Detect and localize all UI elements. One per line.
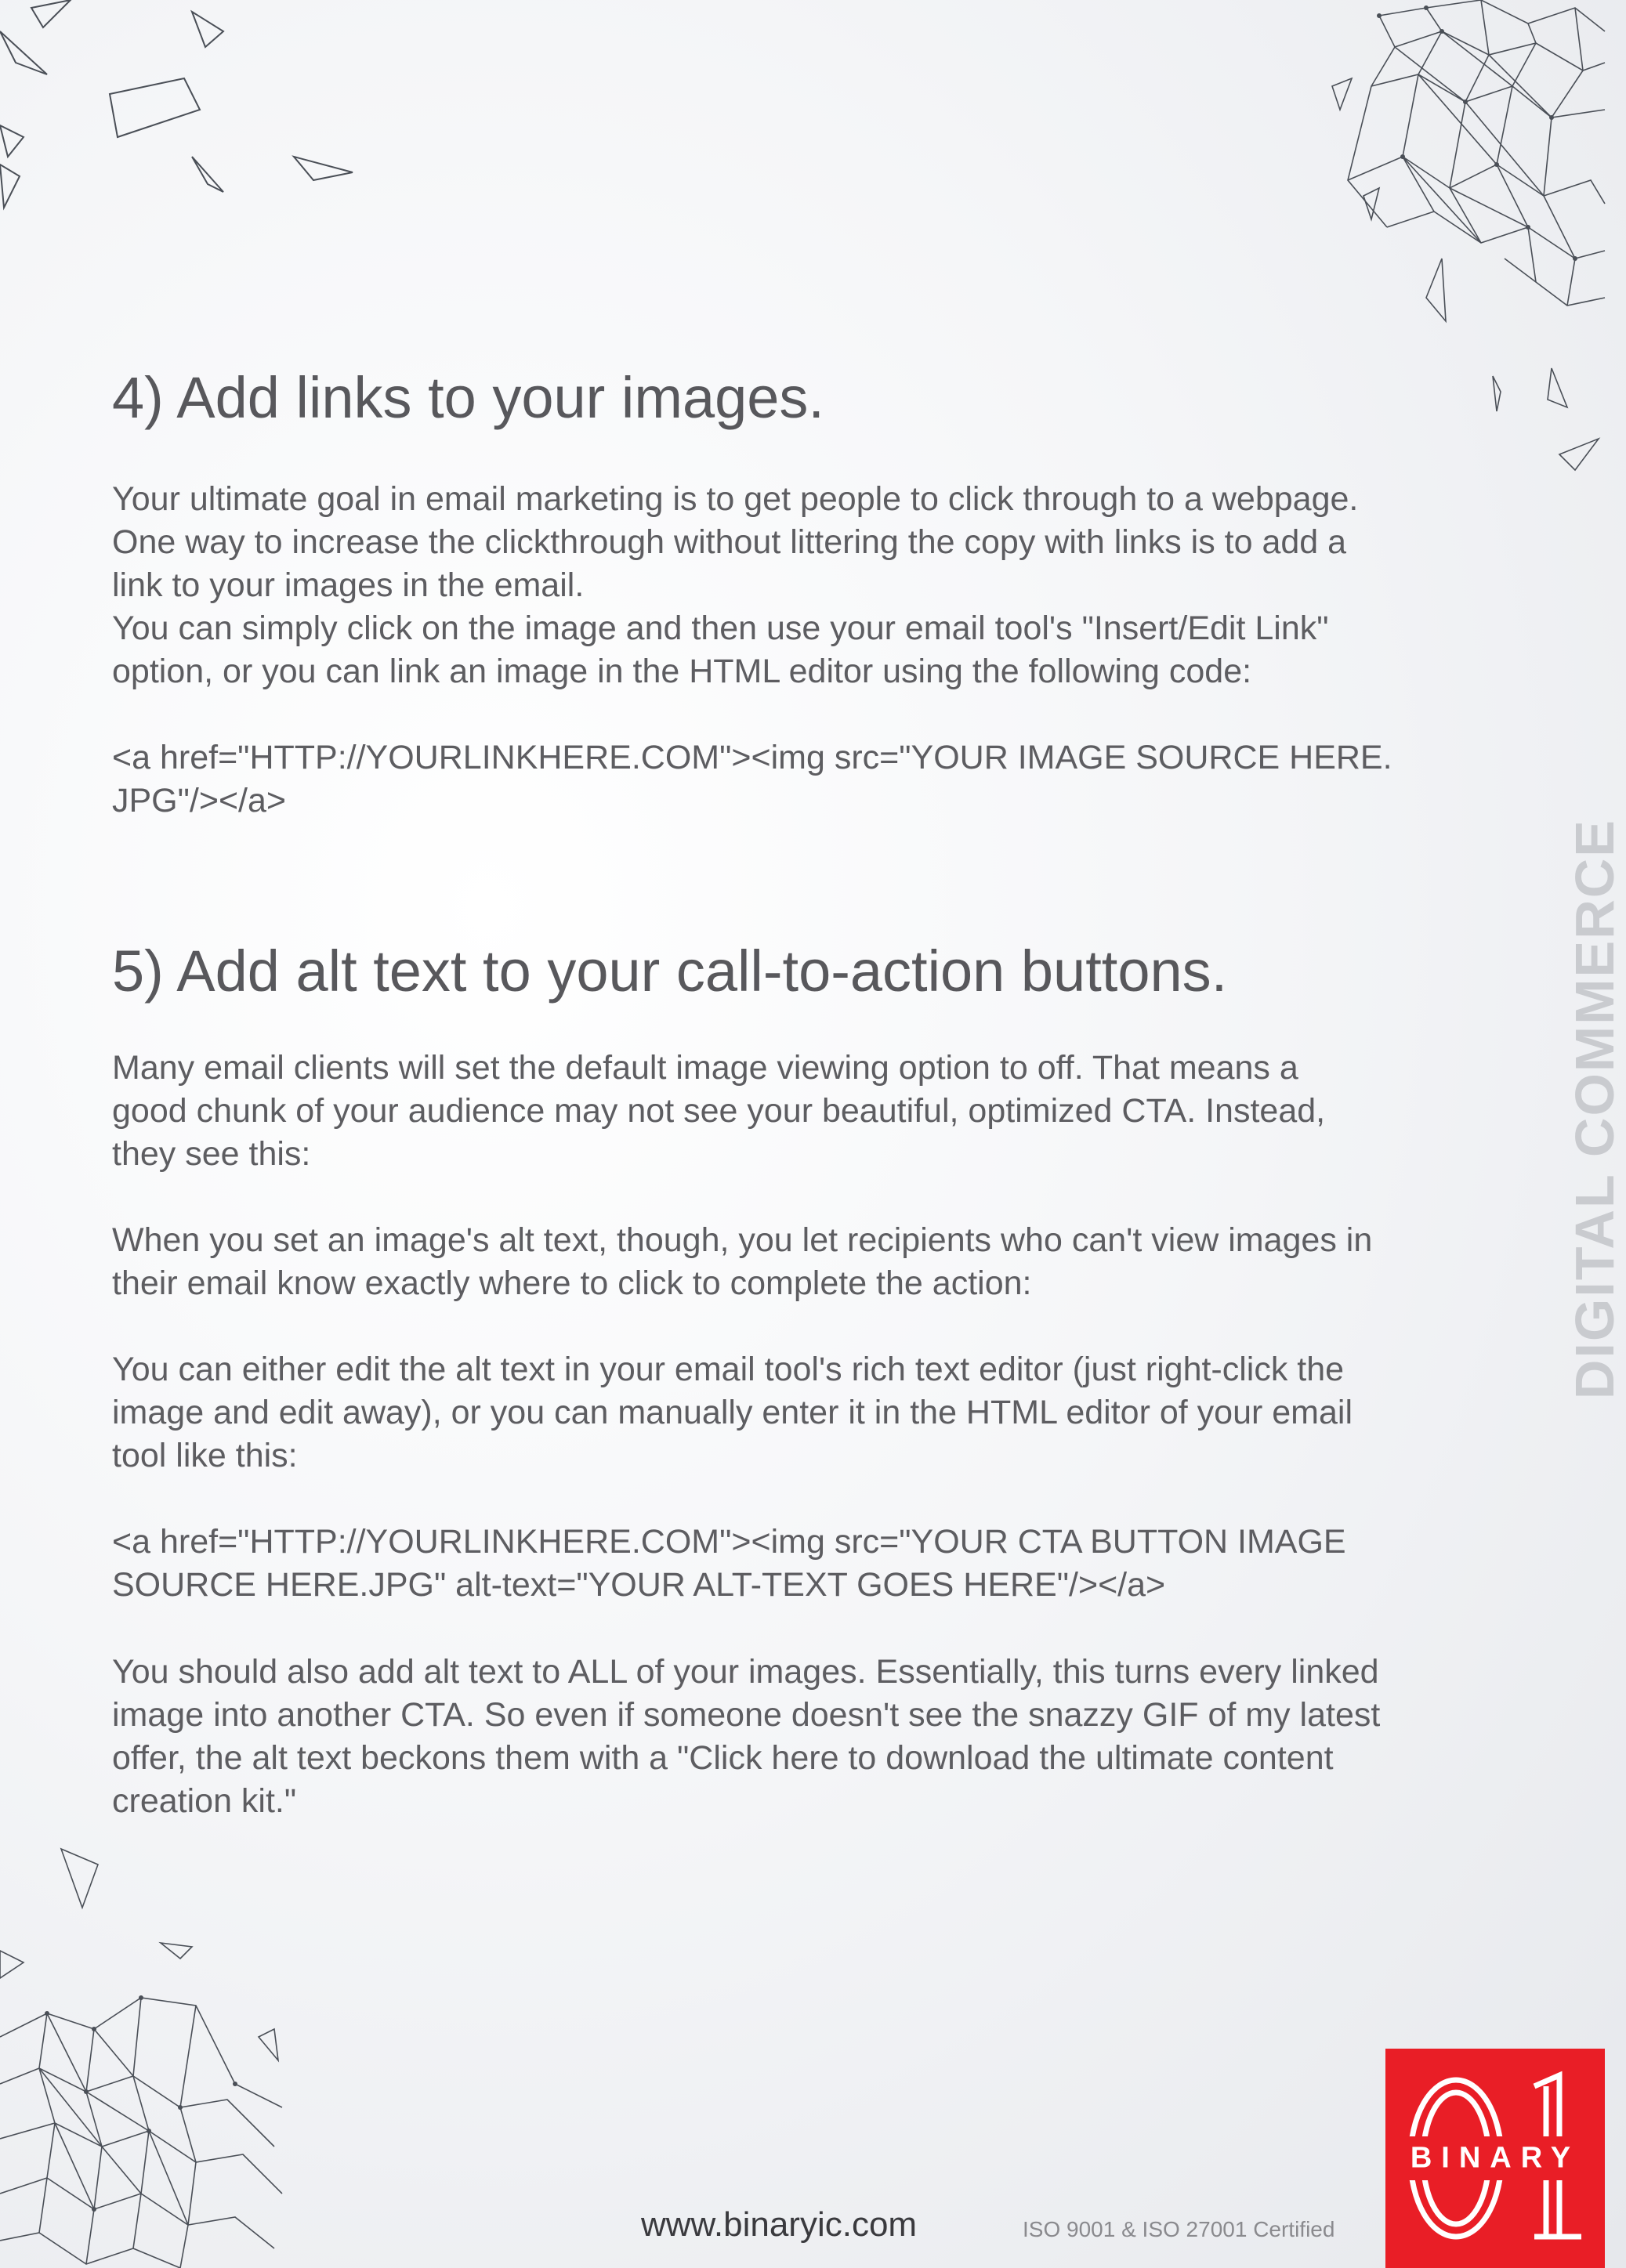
text-line: Your ultimate goal in email marketing is to get people to click through to a webpage.	[112, 480, 1359, 518]
footer-certification: ISO 9001 & ISO 27001 Certified	[1023, 2217, 1335, 2241]
text-line: tool like this:	[112, 1437, 298, 1474]
network-decoration-top-right	[1316, 0, 1605, 486]
text-line: good chunk of your audience may not see your beautiful, optimized CTA. Instead,	[112, 1092, 1326, 1130]
text-line: You should also add alt text to ALL of your images. Essentially, this turns every linked	[112, 1653, 1379, 1691]
paragraph-alt-text-intro	[112, 1047, 1325, 1176]
text-line: image into another CTA. So even if someone doesn't see the snazzy GIF of my latest	[112, 1696, 1381, 1734]
code-snippet-image-link	[112, 736, 1392, 823]
paragraph-alt-text-how	[112, 1348, 1353, 1478]
text-line: SOURCE HERE.JPG" alt-text="YOUR ALT-TEXT GOES HERE"/></a>	[112, 1566, 1166, 1604]
network-decoration-bottom-left	[0, 1849, 298, 2268]
text-line: When you set an image's alt text, though, you let recipients who can't view images in	[112, 1221, 1373, 1259]
text-line: they see this:	[112, 1135, 311, 1173]
section-heading-links: 4) Add links to your images.	[112, 365, 824, 430]
logo-wordmark: BINARY	[1410, 2141, 1581, 2175]
text-line: option, or you can link an image in the HTML editor using the following code:	[112, 653, 1252, 690]
text-line: You can simply click on the image and then use your email tool's "Insert/Edit Link"	[112, 610, 1329, 647]
paragraph-alt-text-benefit	[112, 1219, 1372, 1305]
text-line: <a href="HTTP://YOURLINKHERE.COM"><img src="YOUR CTA BUTTON IMAGE	[112, 1523, 1346, 1561]
text-line: link to your images in the email.	[112, 566, 585, 604]
paragraph-alt-text-all-images	[112, 1651, 1380, 1823]
text-line: One way to increase the clickthrough without littering the copy with links is to add a	[112, 523, 1347, 561]
footer-website-link[interactable]: www.binaryic.com	[641, 2205, 918, 2244]
side-category-label: DIGITAL COMMERCE	[1564, 819, 1625, 1400]
text-line: JPG"/></a>	[112, 782, 287, 819]
paragraph-links-intro	[112, 478, 1358, 693]
text-line: Many email clients will set the default image viewing option to off. That means a	[112, 1049, 1298, 1087]
text-line: creation kit."	[112, 1782, 297, 1820]
network-decoration-top-left	[0, 0, 360, 219]
binary-logo	[1385, 2049, 1605, 2268]
text-line: offer, the alt text beckons them with a "Click here to download the ultimate content	[112, 1739, 1334, 1777]
section-heading-alt-text: 5) Add alt text to your call-to-action buttons.	[112, 939, 1228, 1004]
text-line: <a href="HTTP://YOURLINKHERE.COM"><img src="YOUR IMAGE SOURCE HERE.	[112, 739, 1392, 776]
code-snippet-alt-text	[112, 1521, 1346, 1607]
text-line: You can either edit the alt text in your email tool's rich text editor (just right-click the	[112, 1351, 1345, 1388]
text-line: image and edit away), or you can manually enter it in the HTML editor of your email	[112, 1394, 1353, 1431]
text-line: their email know exactly where to click to complete the action:	[112, 1264, 1032, 1302]
